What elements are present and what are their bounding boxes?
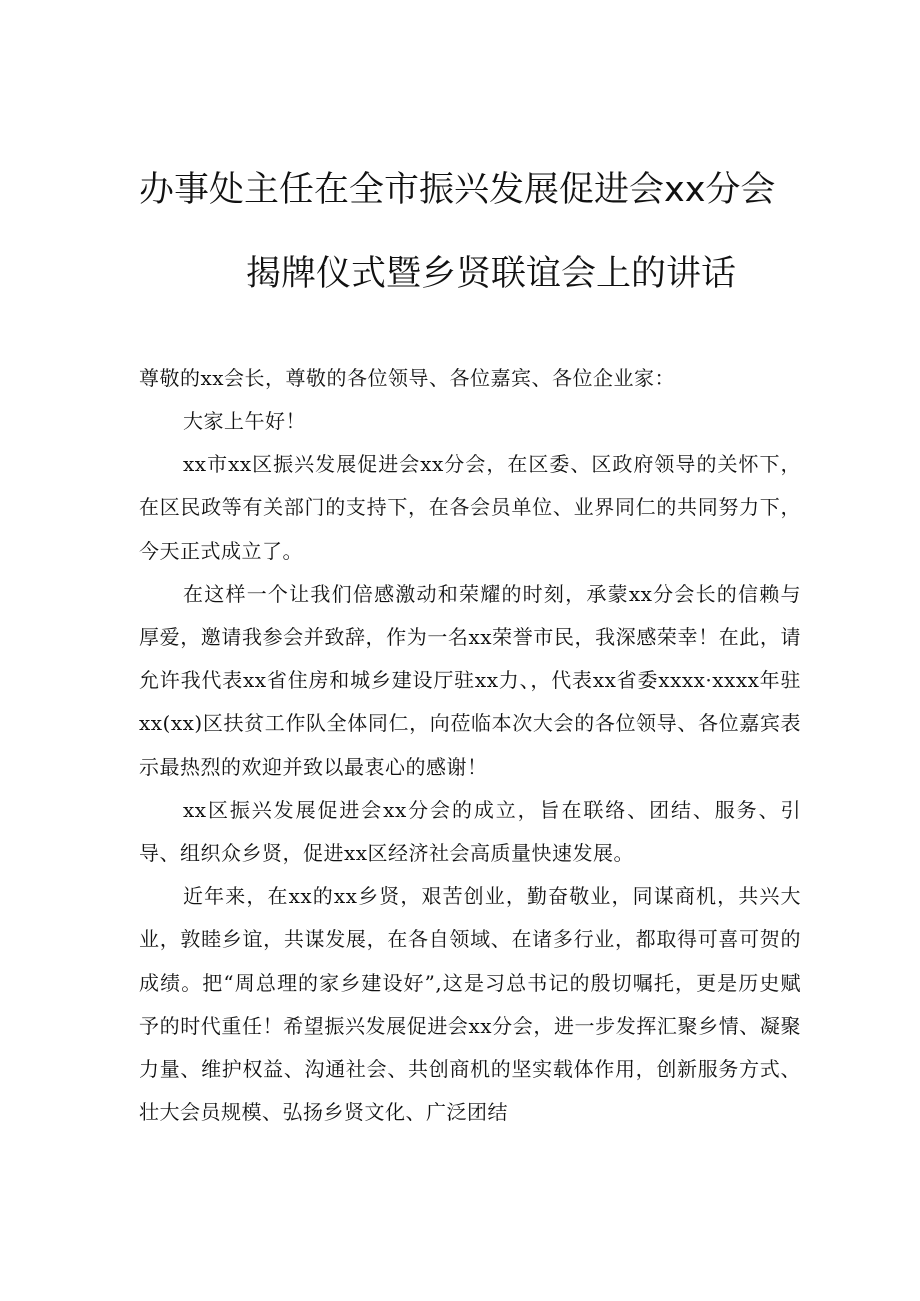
paragraph-2: 在这样一个让我们倍感激动和荣耀的时刻，承蒙xx分会长的信赖与厚爱，邀请我参会并致辞，作为一名xx荣誉市民，我深感荣幸！在此，请允许我代表xx省住房和城乡建设厅驻xx力、，代表xx省委xxxx·xxxx年驻xx(xx)区扶贫工作队全体同仁，向莅临本次大会的各位领导、各位嘉宾表示最热烈的欢迎并致以最衷心的感谢！ (139, 581, 801, 779)
paragraph-3: xx区振兴发展促进会xx分会的成立，旨在联络、团结、服务、引导、组织众乡贤，促进xx区经济社会高质量快速发展。 (139, 797, 801, 866)
paragraph-1: xx市xx区振兴发展促进会xx分会，在区委、区政府领导的关怀下，在区民政等有关部门的支持下，在各会员单位、业界同仁的共同努力下，今天正式成立了。 (139, 452, 801, 563)
paragraph-4: 近年来，在xx的xx乡贤，艰苦创业，勤奋敬业，同谋商机，共兴大业，敦睦乡谊，共谋发展，在各自领域、在诸多行业，都取得可喜可贺的成绩。把“周总理的家乡建设好”,这是习总书记的殷切嘱托，更是历史赋予的时代重任！希望振兴发展促进会xx分会，进一步发挥汇聚乡情、凝聚力量、维护权益、沟通社会、共创商机的坚实载体作用，创新服务方式、壮大会员规模、弘扬乡贤文化、广泛团结 (139, 884, 801, 1125)
salutation: 尊敬的xx会长，尊敬的各位领导、各位嘉宾、各位企业家： (139, 366, 676, 390)
document-title-line-1: 办事处主任在全市振兴发展促进会xx分会 (139, 170, 776, 210)
speech-body (139, 400, 801, 1134)
document-title-line-2: 揭牌仪式暨乡贤联谊会上的讲话 (246, 254, 737, 294)
paragraph-greeting: 大家上午好！ (183, 409, 306, 433)
